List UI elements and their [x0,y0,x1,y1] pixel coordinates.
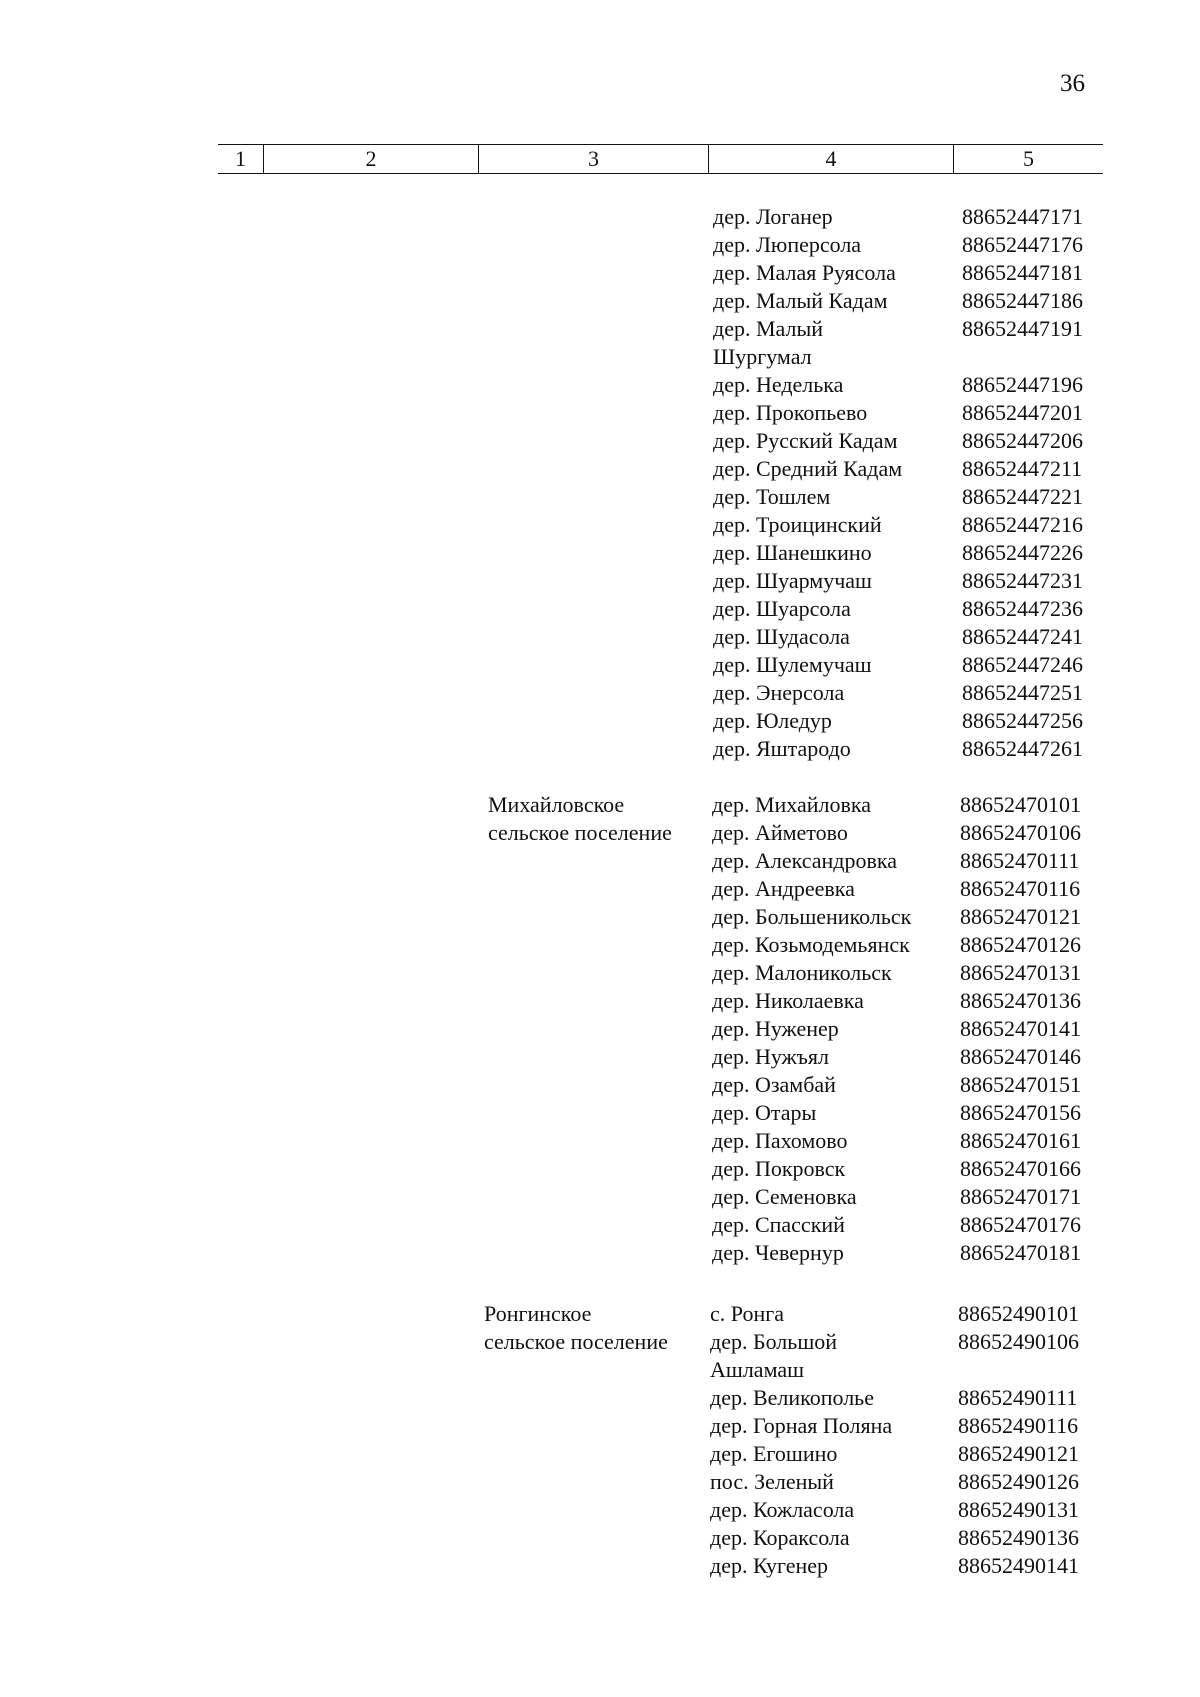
settlement-entry-phone: 88652447181 [962,260,1083,285]
settlement-entry-phone: 88652447176 [962,232,1083,257]
settlement-entry-phone: 88652470121 [960,904,1081,929]
settlement-entry-phone: 88652447201 [962,400,1083,425]
settlement-name-mikhailovskoe: Михайловское [488,792,625,817]
settlement-entry-phone: 88652490106 [958,1329,1079,1354]
settlement-entry-name: дер. Покровск [712,1156,846,1181]
settlement-entry-name: дер. Малоникольск [712,960,892,985]
settlement-entry-phone: 88652447206 [962,428,1083,453]
settlement-entry-phone: 88652490141 [958,1553,1079,1578]
settlement-entry-name: дер. Чевернур [712,1240,844,1265]
settlement-entry-name: дер. Малый Кадам [713,288,888,313]
settlement-entry-phone: 88652490116 [958,1413,1079,1438]
settlement-entry-name: с. Ронга [710,1301,785,1326]
settlement-entry-phone: 88652447186 [962,288,1083,313]
page-number: 36 [1060,70,1085,97]
settlement-entry-name: дер. Малая Руясола [713,260,896,285]
settlement-entry-name: дер. Пахомово [712,1128,848,1153]
settlement-entry-phone: 88652470101 [960,792,1081,817]
settlement-entry-name: дер. Большеникольск [712,904,912,929]
settlement-entry-phone: 88652470166 [960,1156,1081,1181]
settlement-entry-phone: 88652490131 [958,1497,1079,1522]
settlement-entry-phone: 88652447251 [962,680,1083,705]
settlement-entry-phone: 88652490121 [958,1441,1079,1466]
header-col-2: 2 [263,145,478,173]
settlement-entry-phone: 88652470116 [960,876,1081,901]
settlement-entry-name: дер. Шанешкино [713,540,872,565]
settlement-entry-name: дер. Козьмодемьянск [712,932,910,957]
settlement-entry-phone: 88652447196 [962,372,1083,397]
settlement-entry-name: дер. Энерсола [713,680,845,705]
settlement-entry-phone: 88652470131 [960,960,1081,985]
settlement-entry-name: дер. Семеновка [712,1184,857,1209]
settlement-entry-name: дер. Шуармучаш [713,568,872,593]
settlement-entry-name: дер. Михайловка [712,792,872,817]
settlement-name-ronginskoe: Ронгинское [484,1301,592,1326]
settlement-entry-name: дер. Горная Поляна [710,1413,893,1438]
settlement-entry-phone: 88652447236 [962,596,1083,621]
settlement-entry-name: дер. Юледур [713,708,832,733]
settlement-entry-name: пос. Зеленый [710,1469,834,1494]
settlement-entry-phone: 88652470136 [960,988,1081,1013]
settlement-entry-name-continued: Шургумал [713,344,812,369]
settlement-entry-name-continued: Ашламаш [710,1357,805,1382]
settlement-entry-phone: 88652470126 [960,932,1081,957]
settlement-entry-phone: 88652447171 [962,204,1083,229]
settlement-entry-phone: 88652470111 [960,848,1080,873]
settlement-entry-phone: 88652447261 [962,736,1083,761]
settlement-entry-name: дер. Андреевка [712,876,855,901]
settlement-entry-name: дер. Тошлем [713,484,831,509]
settlement-type-mikhailovskoe: сельское поселение [488,820,672,845]
settlement-entry-phone: 88652470151 [960,1072,1081,1097]
settlement-entry-phone: 88652470171 [960,1184,1081,1209]
settlement-entry-name: дер. Александровка [712,848,898,873]
settlement-entry-phone: 88652470181 [960,1240,1081,1265]
settlement-entry-name: дер. Спасский [712,1212,845,1237]
settlement-entry-name: дер. Нуженер [712,1016,839,1041]
settlement-entry-name: дер. Люперсола [713,232,862,257]
settlement-entry-phone: 88652490111 [958,1385,1078,1410]
settlement-entry-name: дер. Нужъял [712,1044,829,1069]
settlement-entry-name: дер. Шуарсола [713,596,851,621]
settlement-entry-phone: 88652470106 [960,820,1081,845]
settlement-entry-name: дер. Озамбай [712,1072,836,1097]
settlement-entry-name: дер. Неделька [713,372,844,397]
settlement-entry-phone: 88652447216 [962,512,1083,537]
settlement-type-ronginskoe: сельское поселение [484,1329,668,1354]
settlement-entry-phone: 88652447226 [962,540,1083,565]
settlement-entry-name: дер. Шудасола [713,624,850,649]
settlement-entry-name: дер. Кугенер [710,1553,829,1578]
settlement-entry-name: дер. Егошино [710,1441,838,1466]
header-col-3: 3 [478,145,708,173]
settlement-entry-phone: 88652447256 [962,708,1083,733]
header-col-1: 1 [235,146,246,171]
settlement-entry-phone: 88652470141 [960,1016,1081,1041]
settlement-entry-name: дер. Николаевка [712,988,864,1013]
settlement-entry-phone: 88652447246 [962,652,1083,677]
settlement-entry-name: дер. Отары [712,1100,817,1125]
settlement-entry-name: дер. Русский Кадам [713,428,898,453]
settlement-entry-phone: 88652490126 [958,1469,1079,1494]
settlement-entry-name: дер. Большой [710,1329,838,1354]
settlement-entry-name: дер. Великополье [710,1385,874,1410]
settlement-entry-phone: 88652447191 [962,316,1083,341]
settlement-entry-name: дер. Средний Кадам [713,456,903,481]
settlement-entry-name: дер. Кожласола [710,1497,855,1522]
settlement-entry-phone: 88652490136 [958,1525,1079,1550]
settlement-entry-name: дер. Кораксола [710,1525,850,1550]
settlement-entry-phone: 88652470176 [960,1212,1081,1237]
settlement-entry-name: дер. Яштародо [713,736,851,761]
settlement-entry-phone: 88652470146 [960,1044,1081,1069]
settlement-entry-phone: 88652470156 [960,1100,1081,1125]
settlement-entry-name: дер. Троицинский [713,512,882,537]
settlement-entry-phone: 88652447211 [962,456,1083,481]
settlement-entry-phone: 88652470161 [960,1128,1081,1153]
settlement-entry-phone: 88652447231 [962,568,1083,593]
settlement-entry-phone: 88652490101 [958,1301,1079,1326]
settlement-entry-name: дер. Прокопьево [713,400,868,425]
settlement-entry-name: дер. Малый [713,316,824,341]
settlement-entry-name: дер. Шулемучаш [713,652,872,677]
settlement-entry-phone: 88652447221 [962,484,1083,509]
settlement-entry-name: дер. Логанер [713,204,833,229]
settlement-entry-phone: 88652447241 [962,624,1083,649]
header-col-4: 4 [708,145,953,173]
settlement-entry-name: дер. Айметово [712,820,848,845]
header-col-5: 5 [953,145,1103,173]
